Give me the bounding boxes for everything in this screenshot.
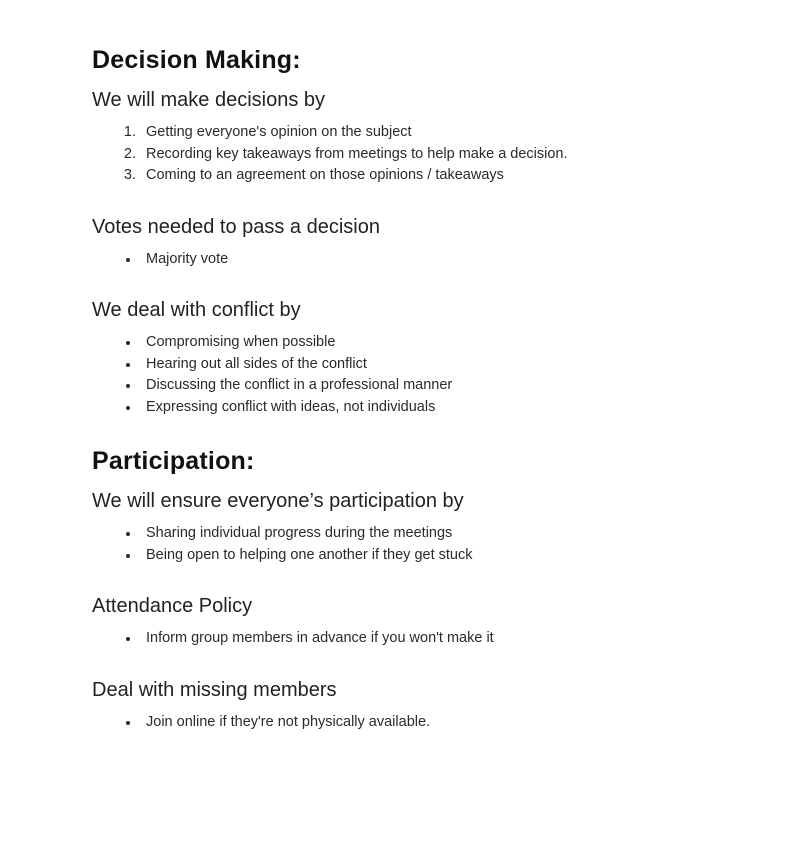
subheading-ensure-participation: We will ensure everyone’s participation by (92, 490, 464, 512)
list-item: • Being open to helping one another if they get stuck (140, 545, 748, 567)
subheading-missing-members: Deal with missing members (92, 678, 337, 701)
list-item: • Join online if they're not physically available. (140, 712, 748, 734)
list-item: • Sharing individual progress during the meetings (140, 523, 748, 545)
list-item: 2. Recording key takeaways from meetings to help make a decision. (140, 144, 748, 166)
list-item: • Discussing the conflict in a professional manner (140, 375, 748, 397)
bullet-list-attendance (92, 628, 748, 650)
list-item: • Compromising when possible (140, 332, 748, 354)
bullet-list-votes (92, 249, 748, 271)
heading-participation: Participation: (92, 447, 255, 475)
subheading-attendance-policy: Attendance Policy (92, 595, 253, 617)
numbered-list-decision-steps (92, 122, 748, 187)
subheading-deal-with-conflict: We deal with conflict by (92, 299, 301, 321)
bullet-list-conflict (92, 332, 748, 418)
heading-decision-making: Decision Making: (92, 46, 301, 74)
list-item: • Expressing conflict with ideas, not individuals (140, 397, 748, 419)
bullet-list-missing-members (92, 712, 748, 734)
subheading-votes-needed: Votes needed to pass a decision (92, 215, 380, 238)
list-item: 3. Coming to an agreement on those opinions / takeaways (140, 165, 748, 187)
list-item: 1. Getting everyone's opinion on the subject (140, 122, 748, 144)
bullet-list-participation (92, 523, 748, 566)
list-item: • Majority vote (140, 249, 748, 271)
list-item: • Inform group members in advance if you won't make it (140, 628, 748, 650)
list-item: • Hearing out all sides of the conflict (140, 354, 748, 376)
subheading-make-decisions-by: We will make decisions by (92, 89, 326, 111)
